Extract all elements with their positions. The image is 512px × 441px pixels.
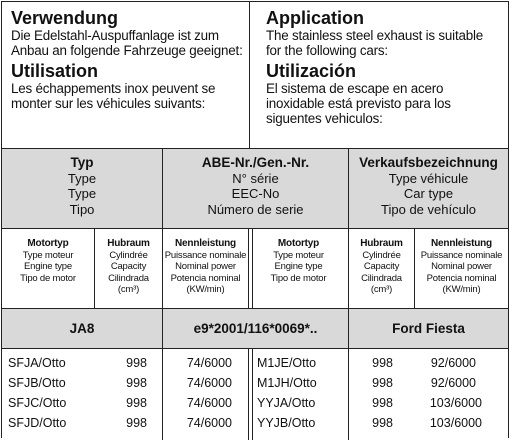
motor-right: YYJB/Otto [257,416,316,430]
english-text [266,28,502,58]
approval-sheet [1,1,509,438]
subheader-line: (KW/min) [442,284,481,295]
spanish-line-3: siguentes vehiculos: [266,111,383,126]
table-row [2,414,508,433]
subheader-line: Cilindrada [108,272,149,284]
subheader-nennleistung-left [162,229,248,309]
french-line-1: Les échappements inox peuvent se [11,81,216,96]
subheader-line: Capacity [110,261,147,272]
motor-left: SFJA/Otto [8,356,66,370]
subheader-line: Tipo de motor [20,272,76,284]
french-line-2: monter sur les véhicules suivants: [11,96,206,111]
subheader-line: Cilindrada [361,272,402,284]
spanish-line-1: El sistema de escape en acero [266,81,444,96]
subheader-title: Hubraum [107,238,150,249]
hubraum-right: 998 [372,376,393,390]
subheader-motortyp-left [2,229,94,309]
header-verkauf-line: Type véhicule [388,170,469,186]
subheader-nennleistung-right [414,229,508,309]
motor-right: YYJA/Otto [257,396,316,410]
german-title: Verwendung [11,8,119,28]
table-subheader-band [2,228,508,308]
subheader-line: Type moteur [22,249,74,261]
header-abe-title: ABE-Nr./Gen.-Nr. [201,155,310,170]
hubraum-left: 998 [126,416,147,430]
subheader-title: Motortyp [277,238,320,249]
header-abe-line: Número de serie [207,201,304,217]
header-typ-line: Tipo [69,201,95,217]
subheader-line: Capacity [363,261,400,272]
motor-left: SFJD/Otto [8,416,67,430]
double-divider [252,229,253,309]
header-verkauf [348,149,508,229]
hubraum-right: 998 [372,356,393,370]
header-abe-line: N° série [232,170,279,186]
subheader-line: Puissance nominale [420,249,503,261]
english-line-1: The stainless steel exhaust is suitable [266,28,483,43]
motor-right: M1JH/Otto [257,376,317,390]
english-title: Application [266,8,364,28]
header-verkauf-line: Tipo de vehículo [381,201,476,217]
spanish-line-2: inoxidable está previsto para los [266,96,451,111]
subheader-line: Tipo de motor [270,272,327,284]
german-line-2: Anbau an folgende Fahrzeuge geeignet: [11,43,243,58]
subheader-line: Engine type [274,261,323,272]
header-typ-title: Typ [70,155,94,170]
power-left: 74/6000 [186,376,232,390]
verkauf-value: Ford Fiesta [348,309,508,349]
power-left: 74/6000 [186,356,232,370]
subheader-hubraum-right [348,229,414,309]
header-verkauf-line: Car type [403,186,454,201]
subheader-line: Engine type [24,261,72,272]
header-typ-line: Type [67,186,97,201]
power-right: 92/6000 [430,376,476,390]
subheader-line: Nominal power [431,261,492,272]
header-typ [2,149,162,229]
french-title: Utilisation [11,61,99,81]
subheader-line: Cylindrée [362,249,401,261]
subheader-line: Potencia nominal [170,272,241,284]
subheader-line: Potencia nominal [426,272,497,284]
intro-section [2,2,508,148]
power-right: 103/6000 [429,396,482,410]
subheader-title: Nennleistung [431,238,492,249]
motor-left: SFJB/Otto [8,376,66,390]
subheader-line: Nominal power [175,261,236,272]
intro-left-column [2,2,250,148]
hubraum-right: 998 [372,396,393,410]
french-text [11,81,243,111]
spanish-title: Utilización [266,61,357,81]
header-abe-line: EEC-No [231,186,280,201]
table-row [2,354,508,373]
hubraum-right: 998 [372,416,393,430]
english-line-2: for the following cars: [266,43,388,58]
hubraum-left: 998 [126,396,147,410]
subheader-motortyp-right [248,229,348,309]
power-left: 74/6000 [186,416,232,430]
subheader-title: Motortyp [27,238,69,249]
power-left: 74/6000 [186,396,232,410]
power-right: 92/6000 [430,356,476,370]
spanish-text [266,81,502,126]
header-typ-line: Type [67,170,97,186]
german-text [11,28,243,58]
subheader-line: Type moteur [273,249,324,261]
subheader-title: Nennleistung [175,238,236,249]
table-header-band [2,148,508,228]
vehicle-values-band [2,308,508,348]
header-abe [162,149,348,229]
hubraum-left: 998 [126,356,147,370]
intro-right-column [250,2,508,148]
subheader-line: Puissance nominale [164,249,247,261]
subheader-line: (cm³) [117,284,140,295]
hubraum-left: 998 [126,376,147,390]
motor-right: M1JE/Otto [257,356,317,370]
engine-rows [2,348,508,439]
header-verkauf-title: Verkaufsbezeichnung [359,155,498,170]
table-row [2,374,508,393]
subheader-title: Hubraum [360,238,403,249]
table-row [2,394,508,413]
typ-value: JA8 [69,321,95,336]
german-line-1: Die Edelstahl-Auspuffanlage ist zum [11,28,219,43]
motor-left: SFJC/Otto [8,396,67,410]
subheader-line: (KW/min) [186,284,225,295]
power-right: 103/6000 [429,416,482,430]
abe-value: e9*2001/116*0069*.. [162,309,348,349]
subheader-hubraum-left [94,229,162,309]
subheader-line: Cylindrée [109,249,148,261]
subheader-line: (cm³) [370,284,393,295]
